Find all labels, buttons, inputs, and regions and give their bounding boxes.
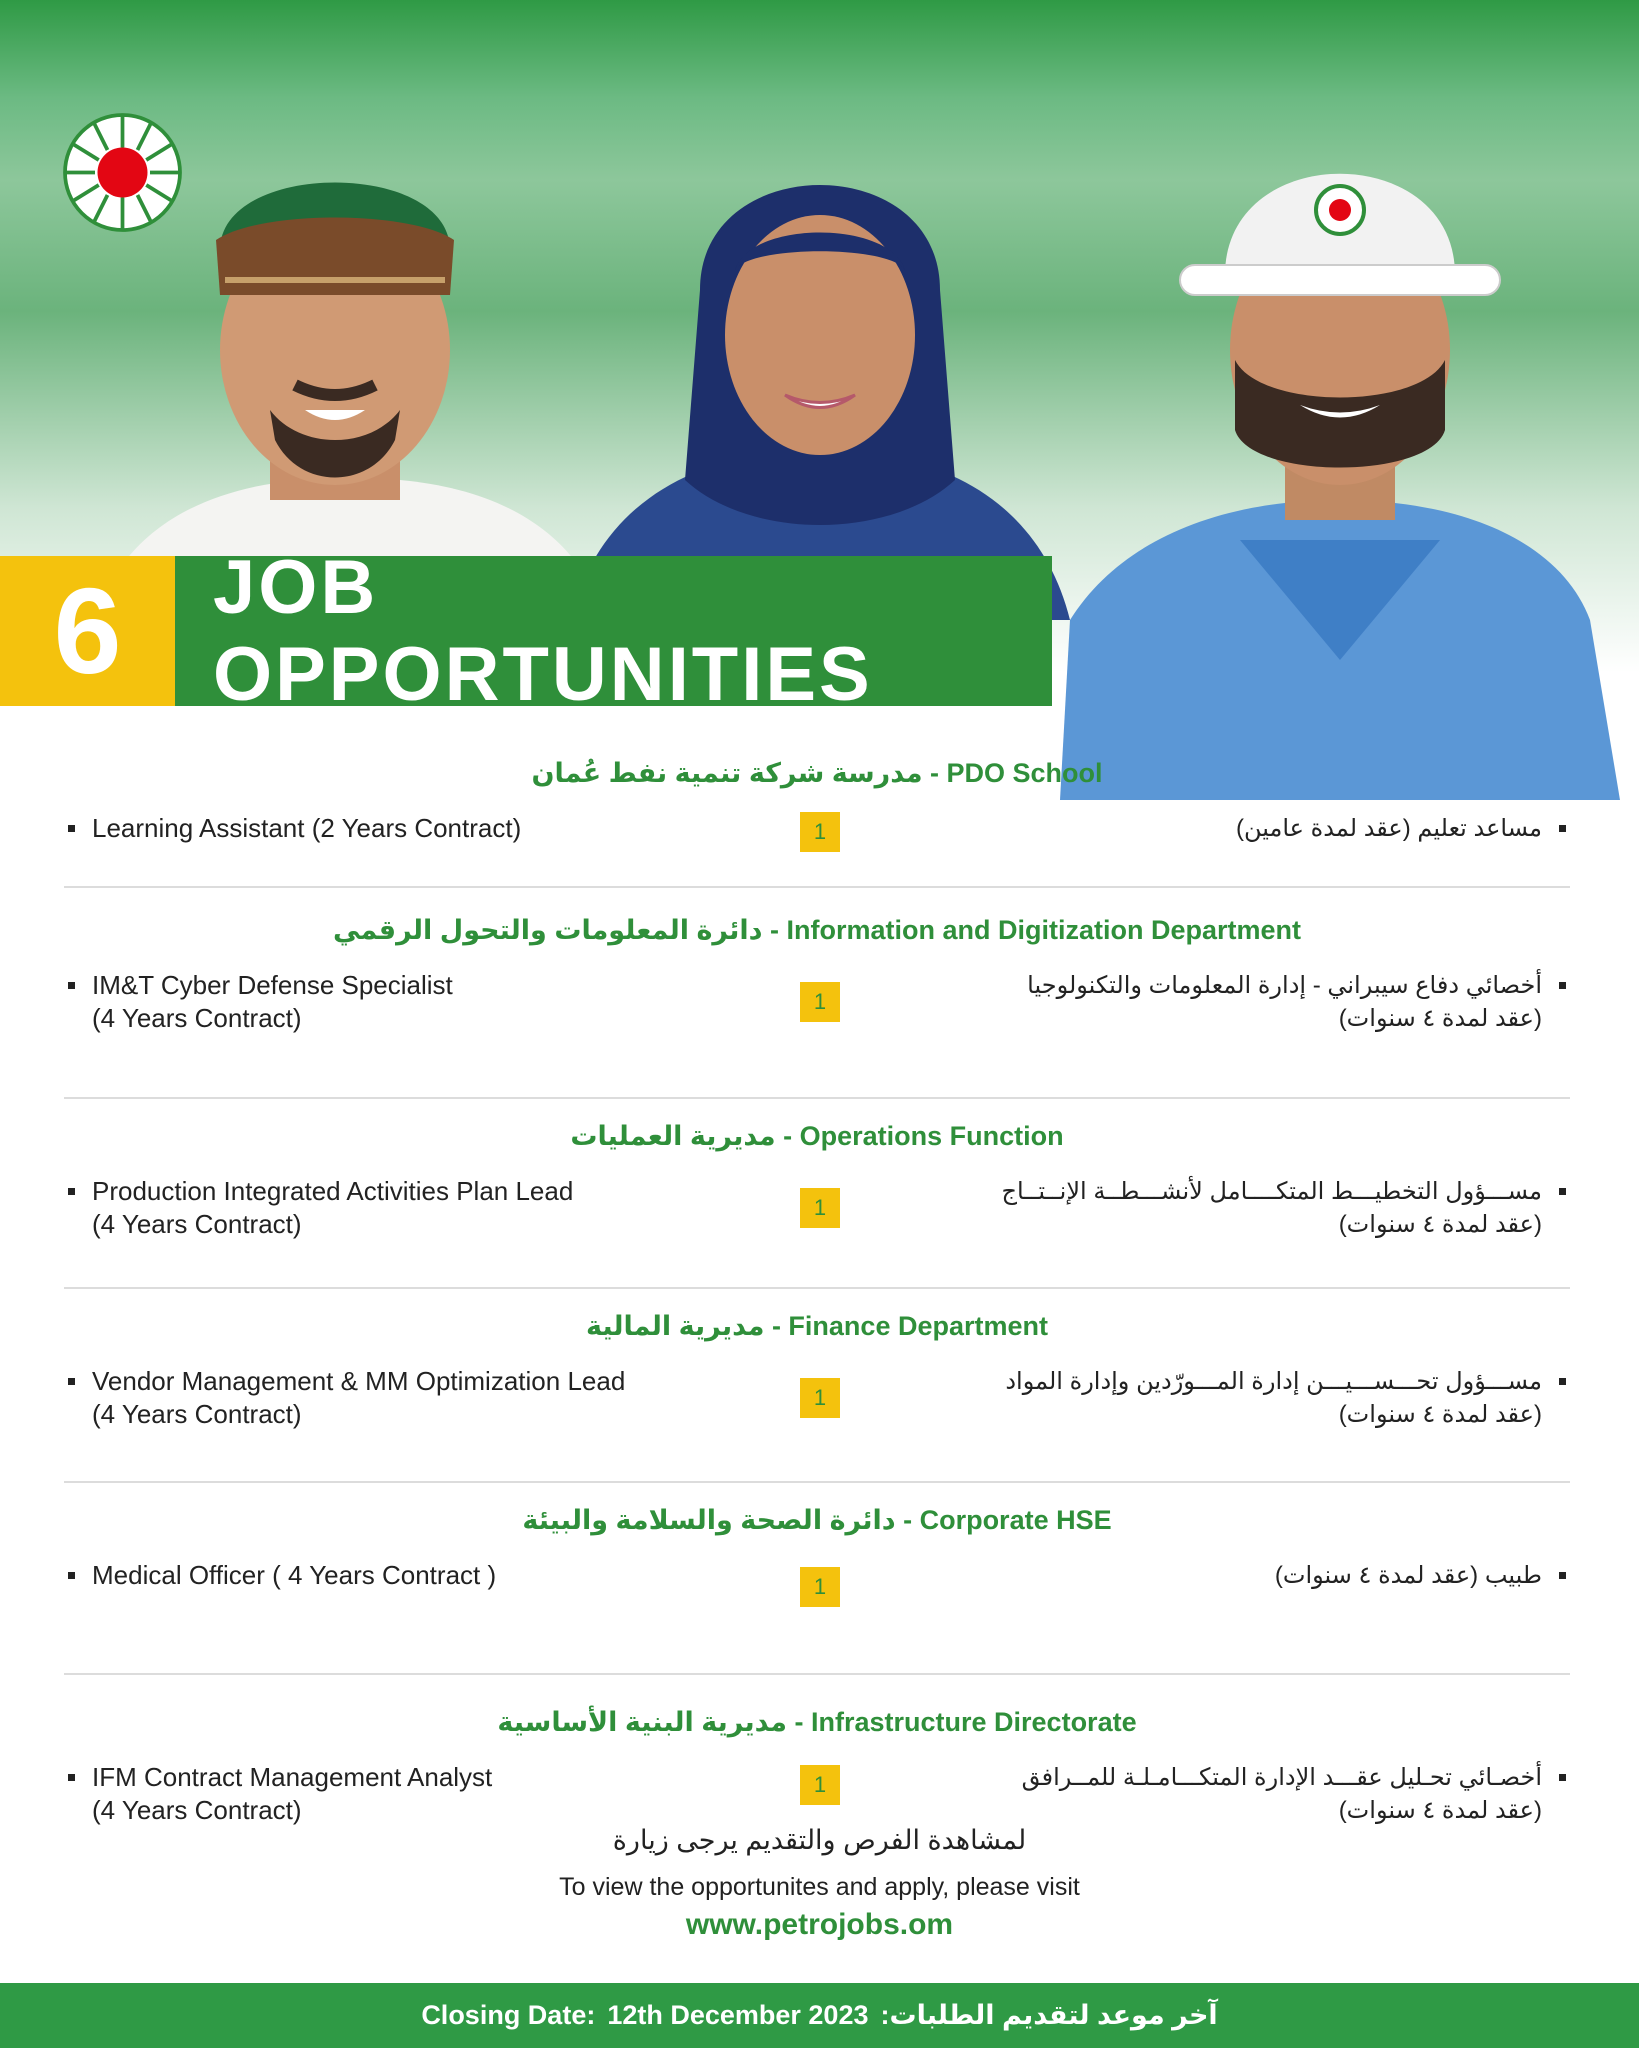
visit-text-en: To view the opportunites and apply, please visit [559, 1873, 1080, 1901]
closing-date-value: 12th December 2023 [607, 2000, 869, 2030]
vacancy-count: 1 [800, 982, 840, 1022]
vacancy-count: 1 [800, 1567, 840, 1607]
job-row [64, 1365, 1570, 1431]
job-title-en: IFM Contract Management Analyst (4 Years Contract) [64, 1761, 724, 1827]
website-link[interactable]: www.petrojobs.om [685, 1908, 954, 1941]
title-banner [0, 545, 1052, 717]
page-title: JOB OPPORTUNITIES [175, 556, 1052, 706]
section-title: مديرية العمليات - Operations Function [570, 1121, 1064, 1151]
vacancy-count: 1 [800, 812, 840, 852]
closing-date-label-ar: آخر موعد لتقديم الطلبات: [880, 2000, 1218, 2030]
job-sections [64, 748, 1570, 1877]
section-title: مديرية المالية - Finance Department [586, 1311, 1048, 1341]
job-title-ar: مساعد تعليم (عقد لمدة عامين) [950, 812, 1570, 845]
section-information-digitization [64, 905, 1570, 1099]
section-corporate-hse [64, 1495, 1570, 1675]
job-title-en: IM&T Cyber Defense Specialist (4 Years Contract) [64, 969, 724, 1035]
section-operations [64, 1111, 1570, 1289]
person-right-photo [1060, 100, 1620, 800]
section-finance [64, 1301, 1570, 1483]
vacancy-count: 1 [800, 1765, 840, 1805]
job-row [64, 969, 1570, 1035]
vacancy-count: 1 [800, 1378, 840, 1418]
job-count-badge: 6 [0, 556, 175, 706]
job-row [64, 1559, 1570, 1599]
job-title-ar: أخصـائي تحـليل عقـــد الإدارة المتكـــامـلـة للمــرافق (عقد لمدة ٤ سنوات) [950, 1761, 1570, 1827]
job-row [64, 812, 1570, 845]
job-title-en: Medical Officer ( 4 Years Contract ) [64, 1559, 724, 1592]
job-title-ar: مســـؤول تحـــســـيـــن إدارة المـــورّدين وإدارة المواد (عقد لمدة ٤ سنوات) [950, 1365, 1570, 1431]
vacancy-count: 1 [800, 1188, 840, 1228]
section-title: مديرية البنية الأساسية - Infrastructure Directorate [497, 1707, 1137, 1737]
section-pdo-school [64, 748, 1570, 888]
job-row [64, 1175, 1570, 1241]
section-title: مدرسة شركة تنمية نفط عُمان - PDO School [531, 758, 1103, 788]
section-title: دائرة الصحة والسلامة والبيئة - Corporate HSE [522, 1505, 1112, 1535]
section-title: دائرة المعلومات والتحول الرقمي - Information and Digitization Department [333, 915, 1301, 945]
job-title-en: Learning Assistant (2 Years Contract) [64, 812, 724, 845]
closing-date-label: Closing Date: [421, 2000, 596, 2030]
job-row [64, 1761, 1570, 1827]
job-title-ar: مســـؤول التخطيـــط المتكــــامل لأنشـــطــة الإنــتــاج (عقد لمدة ٤ سنوات) [950, 1175, 1570, 1241]
job-title-en: Vendor Management & MM Optimization Lead (4 Years Contract) [64, 1365, 724, 1431]
closing-date-bar [0, 1983, 1639, 2048]
job-title-ar: أخصائي دفاع سيبراني - إدارة المعلومات والتكنولوجيا (عقد لمدة ٤ سنوات) [950, 969, 1570, 1035]
visit-text-ar: لمشاهدة الفرص والتقديم يرجى زيارة [612, 1825, 1027, 1855]
job-title-en: Production Integrated Activities Plan Lead (4 Years Contract) [64, 1175, 724, 1241]
job-title-ar: طبيب (عقد لمدة ٤ سنوات) [950, 1559, 1570, 1592]
